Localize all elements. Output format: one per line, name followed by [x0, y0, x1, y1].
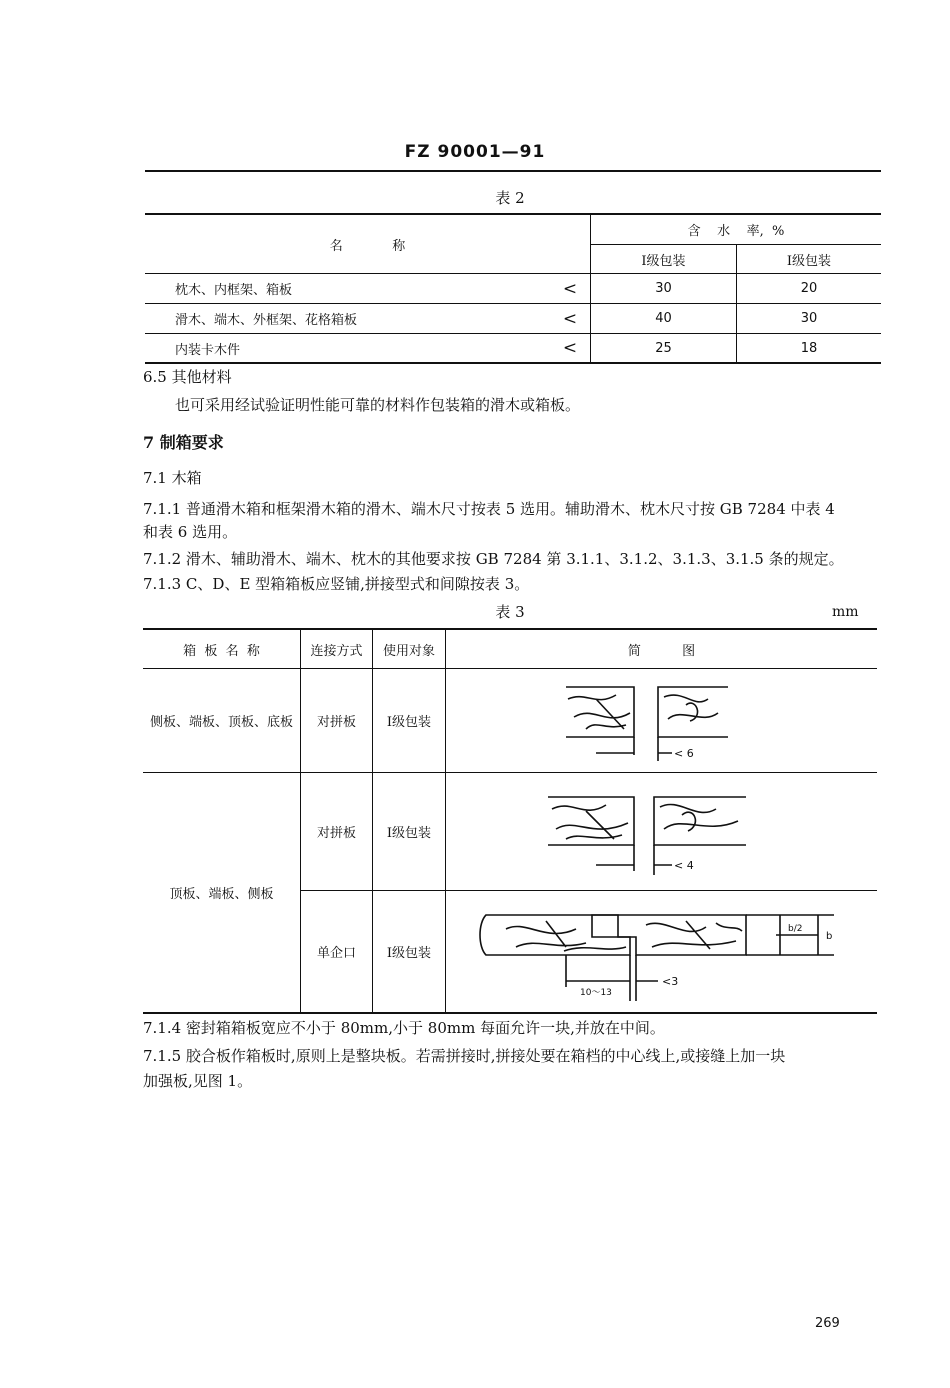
- table3-header-target: 使用对象: [382, 643, 435, 659]
- section-7-1-1-line2: 和表 6 选用。: [143, 523, 238, 541]
- diagram3-range-label: 10～13: [580, 988, 612, 998]
- table2-name-header: 名 称: [329, 238, 406, 254]
- section-7-1-3: 7.1.3 C、D、E 型箱箱板应竖铺,拼接型式和间隙按表 3。: [143, 575, 530, 593]
- table3-row1-name: 侧板、端板、顶板、底板: [149, 715, 293, 730]
- section-7-1-5-line2: 加强板,见图 1。: [143, 1072, 253, 1090]
- table3-header-diagram: 简 图: [627, 643, 696, 659]
- table2-row1-name: 枕木、内框架、箱板: [175, 283, 293, 298]
- table2-moisture-header: 含 水 率, %: [687, 224, 785, 239]
- table3-row2-target: Ⅰ级包装: [386, 826, 432, 841]
- diagram3-gap-label: <3: [662, 975, 679, 988]
- table2-row2-name: 滑木、端木、外框架、花格箱板: [175, 313, 358, 328]
- diagram-butt-joint-1: [446, 669, 877, 772]
- document-code: FZ 90001—91: [404, 142, 546, 162]
- header-rule: [145, 170, 881, 172]
- table3-row1-target: Ⅰ级包装: [386, 715, 432, 730]
- table2-col1-header: Ⅰ级包装: [641, 253, 686, 269]
- section-6-5-body: 也可采用经试验证明性能可靠的材料作包装箱的滑木或箱板。: [175, 396, 581, 414]
- table2-row3-name: 内装卡木件: [175, 342, 241, 358]
- table2-row3-v1: 25: [655, 340, 672, 356]
- diagram3-b-label: b: [826, 931, 833, 942]
- table3-row23-name: 顶板、端板、侧板: [169, 887, 274, 902]
- table3-row1-method: 对拼板: [316, 715, 356, 730]
- section-7-title: 7 制箱要求: [143, 433, 224, 452]
- table2-col2-header: Ⅰ级包装: [786, 253, 832, 269]
- section-7-1-4: 7.1.4 密封箱箱板宽应不小于 80mm,小于 80mm 每面允许一块,并放在中间。: [143, 1019, 665, 1037]
- table2-row3-op: <: [562, 338, 578, 358]
- section-7-1-5-line1: 7.1.5 胶合板作箱板时,原则上是整块板。若需拼接时,拼接处要在箱档的中心线上,或接缝上加一块: [143, 1047, 786, 1065]
- table2-row1-v1: 30: [655, 281, 672, 296]
- diagram3-half-b-label: b/2: [788, 924, 803, 934]
- table2-row2-v2: 30: [800, 311, 818, 326]
- table2-row3-v2: 18: [800, 340, 818, 356]
- diagram-rebate-joint: [446, 891, 877, 1012]
- table3-row2-method: 对拼板: [316, 826, 356, 841]
- table2-row1-v2: 20: [800, 281, 818, 296]
- table2-row1-op: <: [562, 278, 578, 299]
- table3-caption: 表 3: [495, 603, 525, 621]
- diagram-butt-joint-2: [446, 773, 877, 890]
- diagram1-gap-label: < 6: [674, 747, 694, 760]
- page-number: 269: [815, 1316, 840, 1331]
- table3-row3-method: 单企口: [316, 946, 356, 961]
- table3-unit: mm: [832, 604, 859, 620]
- table2-caption: 表 2: [495, 189, 525, 207]
- table3-header-method: 连接方式: [310, 643, 363, 659]
- table2-row2-op: <: [562, 308, 578, 329]
- section-7-1-2: 7.1.2 滑木、辅助滑木、端木、枕木的其他要求按 GB 7284 第 3.1.1、3.1.2、3.1.3、3.1.5 条的规定。: [143, 550, 844, 568]
- section-7-1-title: 7.1 木箱: [143, 469, 202, 487]
- table3-header-name: 箱 板 名 称: [183, 643, 260, 659]
- table2-row2-v1: 40: [655, 311, 672, 326]
- table3-row3-target: Ⅰ级包装: [386, 946, 432, 961]
- section-6-5-title: 6.5 其他材料: [143, 368, 232, 386]
- diagram2-gap-label: < 4: [674, 859, 694, 872]
- section-7-1-1-line1: 7.1.1 普通滑木箱和框架滑木箱的滑木、端木尺寸按表 5 选用。辅助滑木、枕木尺寸按 GB 7284 中表 4: [143, 500, 835, 518]
